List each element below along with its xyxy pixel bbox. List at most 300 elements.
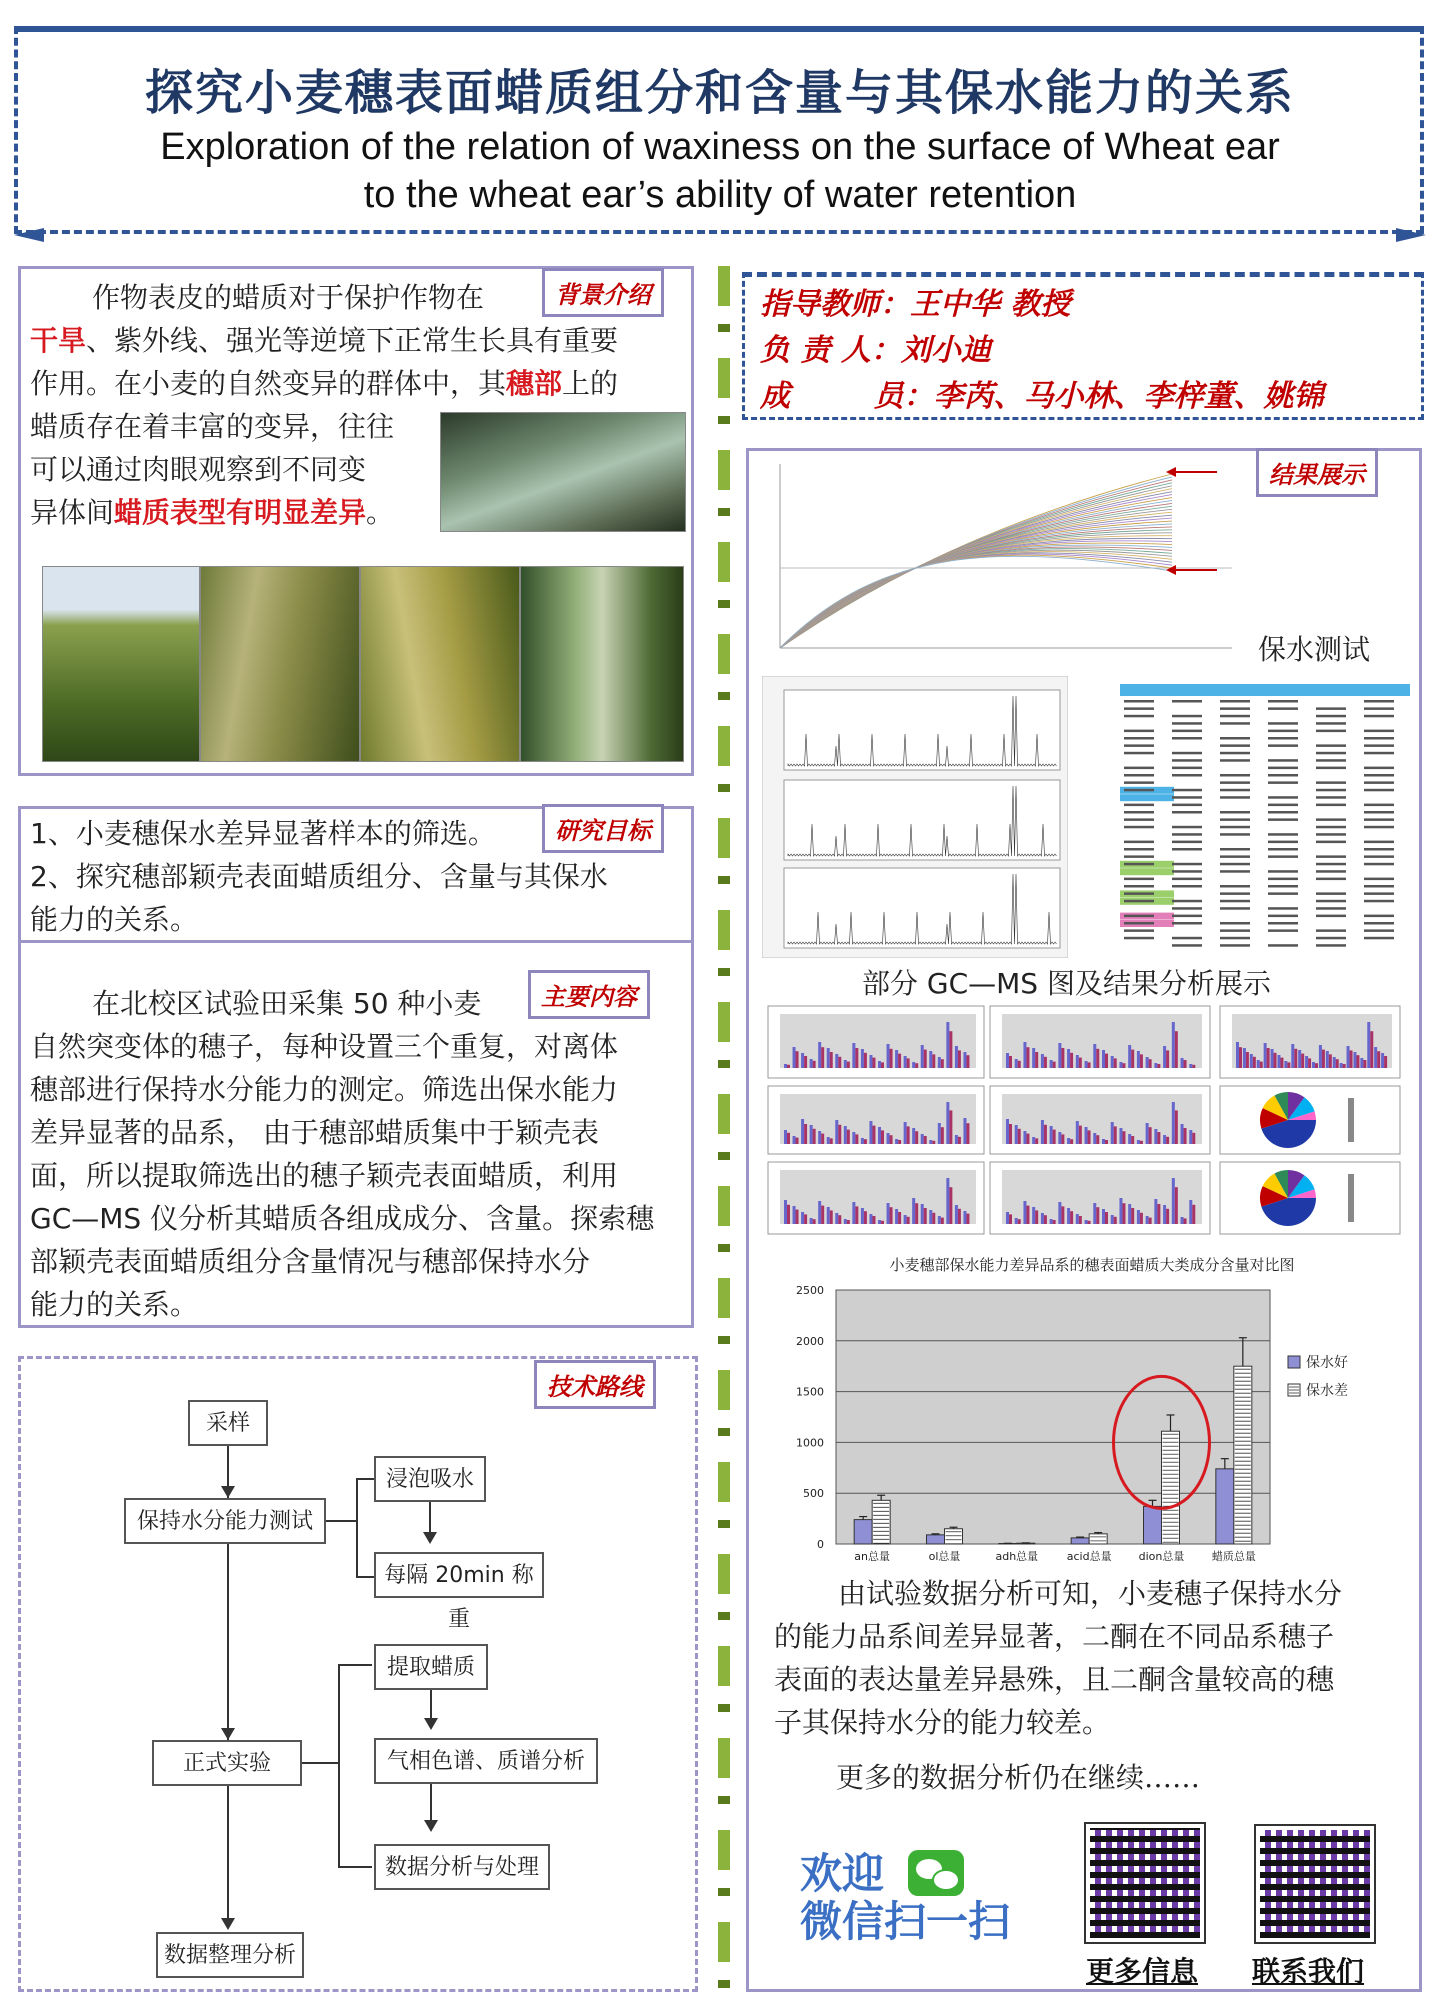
mini-bar: [1146, 1057, 1149, 1068]
table-cell-value: [1220, 774, 1250, 777]
table-cell-value: [1364, 892, 1394, 895]
table-cell-value: [1124, 922, 1154, 925]
flow-gcms: 气相色谱、质谱分析: [374, 1738, 598, 1784]
mini-bar: [1096, 1049, 1099, 1068]
flow-arrow-2: [221, 1728, 235, 1740]
table-cell-value: [1172, 774, 1202, 777]
mini-bar: [813, 1061, 816, 1068]
mini-bar: [1192, 1133, 1195, 1144]
flow-soak-line: [429, 1502, 431, 1536]
mini-bar: [1131, 1136, 1134, 1144]
mini-bar: [869, 1121, 872, 1144]
mini-bar: [821, 1206, 824, 1224]
mini-bar: [818, 1042, 821, 1068]
mini-bar: [946, 1178, 949, 1224]
mini-bar: [1356, 1055, 1359, 1068]
mini-bar: [1105, 1054, 1108, 1068]
mini-bar: [1140, 1054, 1143, 1068]
table-cell-value: [1124, 929, 1154, 932]
mini-bar: [1015, 1125, 1018, 1144]
mini-bar: [966, 1055, 969, 1068]
background-tag: 背景介绍: [542, 268, 664, 317]
mini-bar: [1149, 1218, 1152, 1224]
mini-bar: [830, 1138, 833, 1144]
mini-bar: [887, 1044, 890, 1068]
table-cell-value: [1220, 737, 1250, 740]
mini-bar: [1149, 1059, 1152, 1068]
table-cell-value: [1268, 774, 1298, 777]
mini-bar: [810, 1218, 813, 1224]
mini-bar: [1131, 1050, 1134, 1068]
table-cell-value: [1220, 818, 1250, 821]
gcms-chromatograms: [762, 676, 1068, 958]
mini-bar: [784, 1064, 787, 1068]
mini-bar: [1236, 1042, 1239, 1068]
mini-bar: [890, 1135, 893, 1144]
mini-bar: [1128, 1134, 1131, 1144]
mini-bar: [907, 1217, 910, 1224]
wheat-field-photo-3: [360, 566, 520, 762]
table-cell-value: [1268, 811, 1298, 814]
mini-bar: [898, 1212, 901, 1224]
mini-bar: [1163, 1135, 1166, 1144]
table-cell-value: [1364, 885, 1394, 888]
mini-bar: [907, 1126, 910, 1144]
table-bg: [1120, 676, 1410, 952]
mini-bar: [1322, 1050, 1325, 1068]
mini-bar: [1274, 1053, 1277, 1068]
mini-bar: [1122, 1203, 1125, 1224]
table-cell-value: [1316, 900, 1346, 903]
table-cell-value: [1364, 855, 1394, 858]
mini-bar: [1172, 1178, 1175, 1224]
mini-bar: [1061, 1206, 1064, 1224]
mini-bar: [881, 1062, 884, 1068]
mini-bar: [813, 1219, 816, 1224]
mini-bar: [907, 1058, 910, 1068]
x-tick-label: acid总量: [1066, 1550, 1112, 1563]
bar-good: [854, 1520, 872, 1544]
table-cell-value: [1268, 707, 1298, 710]
table-cell-value: [1316, 937, 1346, 940]
mini-bar: [1305, 1056, 1308, 1068]
mini-bar: [924, 1208, 927, 1224]
table-cell-value: [1172, 715, 1202, 718]
mini-bar: [1374, 1047, 1377, 1068]
mini-bar: [861, 1049, 864, 1068]
mini-bar: [1009, 1124, 1012, 1144]
mini-bar: [1070, 1211, 1073, 1224]
mini-bar: [938, 1123, 941, 1144]
table-cell-value: [1124, 892, 1154, 895]
table-cell-value: [1220, 781, 1250, 784]
qr-code-more-info[interactable]: [1086, 1824, 1204, 1942]
table-cell-value: [1124, 707, 1154, 710]
table-cell-value: [1124, 804, 1154, 807]
mini-bar: [921, 1134, 924, 1144]
table-cell-value: [1124, 878, 1154, 881]
table-cell-value: [1316, 841, 1346, 844]
mini-bar: [1291, 1044, 1294, 1068]
mini-bar: [835, 1213, 838, 1224]
table-cell-value: [1268, 848, 1298, 851]
table-cell-value: [1124, 841, 1154, 844]
table-cell-value: [1268, 892, 1298, 895]
content-line-5: 面，所以提取筛选出的穗子颖壳表面蜡质，利用: [30, 1159, 619, 1192]
table-cell-value: [1220, 707, 1250, 710]
mini-bar: [1287, 1062, 1290, 1068]
mini-bar: [1111, 1056, 1114, 1068]
table-cell-value: [1316, 730, 1346, 733]
mini-bar: [1166, 1050, 1169, 1068]
mini-bar: [932, 1213, 935, 1224]
mini-bar: [827, 1137, 830, 1144]
table-cell-value: [1316, 759, 1346, 762]
mini-bar: [1050, 1060, 1053, 1068]
table-cell-value: [1220, 744, 1250, 747]
qr-label-contact[interactable]: 联系我们: [1252, 1955, 1365, 1988]
flow-arrow-3: [221, 1918, 235, 1930]
mini-bar: [804, 1214, 807, 1224]
table-cell-value: [1316, 744, 1346, 747]
mini-bar: [1076, 1055, 1079, 1068]
flow-sampling: 采样: [188, 1400, 268, 1446]
table-cell-value: [1364, 752, 1394, 755]
table-cell-value: [1268, 878, 1298, 881]
table-cell-value: [1316, 796, 1346, 799]
mini-bar: [847, 1130, 850, 1144]
mini-bar: [1146, 1123, 1149, 1144]
table-cell-value: [1172, 848, 1202, 851]
mini-bar: [1114, 1126, 1117, 1144]
mini-bar: [1079, 1058, 1082, 1068]
table-cell-value: [1172, 789, 1202, 792]
mini-bar: [912, 1128, 915, 1144]
mini-bar: [929, 1051, 932, 1068]
mini-bar: [821, 1134, 824, 1144]
table-cell-value: [1172, 700, 1202, 703]
route-tag: 技术路线: [534, 1360, 656, 1409]
mini-bar: [1044, 1057, 1047, 1068]
y-tick-label: 2000: [796, 1334, 824, 1348]
mini-bar: [898, 1140, 901, 1144]
table-cell-value: [1364, 937, 1394, 940]
content-line-2: 自然突变体的穗子，每种设置三个重复，对离体: [30, 1030, 619, 1063]
table-cell-value: [1124, 855, 1154, 858]
mini-bar: [966, 1123, 969, 1144]
mini-bar: [1277, 1055, 1280, 1068]
conclusion-line-4: 子其保持水分的能力较差。: [774, 1706, 1111, 1739]
mini-bar: [1032, 1048, 1035, 1068]
objective-item-2b: 能力的关系。: [30, 903, 199, 936]
table-cell-value: [1316, 826, 1346, 829]
table-cell-value: [1172, 826, 1202, 829]
mini-bar: [1119, 1062, 1122, 1068]
content-line-6: GC—MS 仪分析其蜡质各组成成分、含量。探索穗: [30, 1202, 655, 1235]
mini-bar: [784, 1130, 787, 1144]
mini-bar: [1189, 1130, 1192, 1144]
flow-extract: 提取蜡质: [374, 1644, 488, 1690]
mini-bar: [1250, 1054, 1253, 1068]
flow-bracket-1-bot: [356, 1576, 374, 1578]
mini-bar: [847, 1220, 850, 1224]
mini-bar: [861, 1208, 864, 1224]
mini-bar: [1253, 1057, 1256, 1068]
gcms-traces: [784, 690, 1060, 948]
wheat-field-photo-2: [200, 566, 360, 762]
mini-bar: [787, 1133, 790, 1144]
mini-bar: [1353, 1052, 1356, 1068]
mini-bar: [1035, 1138, 1038, 1144]
mini-bar: [1076, 1121, 1079, 1144]
table-cell-value: [1316, 715, 1346, 718]
mini-bar: [796, 1138, 799, 1144]
table-cell-value: [1172, 767, 1202, 770]
mini-bar: [1079, 1126, 1082, 1144]
mini-bar: [946, 1102, 949, 1144]
mini-bar: [966, 1214, 969, 1224]
mini-bar: [1384, 1056, 1387, 1068]
mini-bar: [1175, 1187, 1178, 1224]
table-cell-value: [1172, 811, 1202, 814]
mini-bar: [1271, 1049, 1274, 1068]
table-cell-value: [1172, 730, 1202, 733]
conclusion-line-3: 表面的表达量差异悬殊，且二酮含量较高的穗: [774, 1663, 1335, 1696]
table-cell-value: [1124, 937, 1154, 940]
table-cell-value: [1268, 744, 1298, 747]
table-cell-value: [1220, 900, 1250, 903]
table-cell-value: [1124, 826, 1154, 829]
mini-bar: [1243, 1048, 1246, 1068]
table-cell-value: [1220, 929, 1250, 932]
qr-label-more-info[interactable]: 更多信息: [1086, 1955, 1199, 1988]
mini-bar: [1189, 1064, 1192, 1068]
mini-bar: [958, 1050, 961, 1068]
bg-line2: [30, 319, 690, 362]
chromatogram-frame: [784, 868, 1060, 948]
mini-bar: [1172, 1022, 1175, 1068]
mini-bar: [1181, 1058, 1184, 1068]
mini-bar: [963, 1118, 966, 1144]
table-cell-value: [1364, 841, 1394, 844]
mini-bar: [1006, 1212, 1009, 1224]
mini-bar: [1015, 1059, 1018, 1068]
mini-bar: [827, 1048, 830, 1068]
welcome-text: [800, 1850, 1010, 1946]
mini-bar: [1018, 1129, 1021, 1144]
mini-bar: [1088, 1130, 1091, 1144]
table-cell-value: [1172, 863, 1202, 866]
mini-bar: [1105, 1140, 1108, 1144]
mini-bar: [904, 1215, 907, 1224]
mini-bar: [835, 1120, 838, 1144]
mini-bar: [878, 1061, 881, 1068]
mini-bar: [1079, 1216, 1082, 1224]
table-cell-value: [1172, 944, 1202, 947]
mini-bar: [949, 1187, 952, 1224]
mini-bar: [1023, 1201, 1026, 1224]
mini-bar: [864, 1211, 867, 1224]
mini-bar: [1032, 1137, 1035, 1144]
mini-bar: [1093, 1203, 1096, 1224]
mini-bar: [1175, 1031, 1178, 1068]
bg-line1: 作物表皮的蜡质对于保护作物在: [92, 281, 485, 314]
x-tick-label: adh总量: [995, 1550, 1039, 1563]
mini-bar: [924, 1136, 927, 1144]
mini-bar: [1093, 1133, 1096, 1144]
mini-bar: [1058, 1043, 1061, 1068]
table-cell-value: [1124, 752, 1154, 755]
mini-bar: [1184, 1128, 1187, 1144]
mini-bar: [1157, 1132, 1160, 1144]
mini-bar: [1137, 1140, 1140, 1144]
mini-bar: [1023, 1042, 1026, 1068]
y-tick-label: 0: [817, 1538, 824, 1551]
mini-bar: [1067, 1049, 1070, 1068]
table-cell-value: [1316, 767, 1346, 770]
table-cell-value: [1220, 885, 1250, 888]
mini-bar: [804, 1056, 807, 1068]
mini-bar: [1257, 1060, 1260, 1068]
mini-bar: [844, 1126, 847, 1144]
table-cell-value: [1124, 737, 1154, 740]
table-cell-value: [1268, 796, 1298, 799]
wheat-field-photo-4: [520, 566, 684, 762]
table-cell-value: [1316, 915, 1346, 918]
bar-poor: [1162, 1431, 1180, 1544]
mini-bar: [958, 1137, 961, 1144]
mini-bar: [1137, 1210, 1140, 1224]
table-cell-value: [1316, 878, 1346, 881]
mini-bar: [787, 1205, 790, 1224]
mini-bar: [938, 1216, 941, 1224]
leader-label: 负 责 人：: [760, 333, 901, 368]
mini-bar: [1140, 1213, 1143, 1224]
route-section: [18, 1356, 698, 1992]
table-cell-value: [1268, 885, 1298, 888]
table-header-row: [1120, 684, 1410, 696]
table-cell-value: [1220, 892, 1250, 895]
mini-bar: [1102, 1209, 1105, 1224]
table-cell-value: [1364, 811, 1394, 814]
chromatogram-frame: [784, 690, 1060, 770]
mini-bar: [838, 1057, 841, 1068]
table-cell-value: [1220, 848, 1250, 851]
mini-bar: [838, 1215, 841, 1224]
mini-bar: [1096, 1135, 1099, 1144]
mini-bar: [1192, 1065, 1195, 1068]
mini-bar: [1058, 1132, 1061, 1144]
mini-bar: [958, 1209, 961, 1224]
table-cell-value: [1316, 707, 1346, 710]
mini-bar: [1294, 1049, 1297, 1068]
mini-bar: [1329, 1054, 1332, 1068]
table-cell-value: [1364, 707, 1394, 710]
legend-swatch: [1288, 1356, 1300, 1368]
mini-bar: [895, 1139, 898, 1144]
mini-bar: [890, 1207, 893, 1224]
mini-bar: [941, 1059, 944, 1068]
content-line-4: 差异显著的品系， 由于穗部蜡质集中于颖壳表: [30, 1116, 599, 1149]
table-cell-value: [1364, 789, 1394, 792]
bar-poor: [872, 1500, 890, 1544]
mini-bar: [855, 1134, 858, 1144]
table-cell-value: [1364, 715, 1394, 718]
mini-bar: [915, 1131, 918, 1144]
mini-bar: [813, 1129, 816, 1144]
mini-bar: [1128, 1045, 1131, 1068]
flow-bracket-1-v: [356, 1478, 358, 1576]
bg-red-ear: 穗部: [506, 367, 563, 400]
table-cell-value: [1268, 767, 1298, 770]
mini-bar: [946, 1022, 949, 1068]
mini-bar: [1006, 1119, 1009, 1144]
team-leader: [760, 328, 1420, 374]
leader-name: 刘小迪: [900, 333, 991, 368]
mini-bar: [1246, 1052, 1249, 1068]
mini-bar: [1032, 1207, 1035, 1224]
mini-bar: [787, 1065, 790, 1068]
mini-bar: [1085, 1220, 1088, 1224]
mini-bar: [861, 1138, 864, 1144]
mini-bar: [881, 1221, 884, 1224]
table-cell-value: [1268, 855, 1298, 858]
gcms-caption: 部分 GC—MS 图及结果分析展示: [862, 967, 1271, 1000]
wax-content-bar-chart: [772, 1250, 1412, 1580]
mini-bar: [887, 1203, 890, 1224]
table-cell-value: [1124, 715, 1154, 718]
table-cell-value: [1364, 929, 1394, 932]
mini-bar: [796, 1210, 799, 1224]
x-tick-label: an总量: [854, 1550, 891, 1563]
table-cell-value: [1124, 730, 1154, 733]
table-cell-value: [1268, 781, 1298, 784]
mini-bar: [955, 1046, 958, 1068]
table-cell-highlight: [1120, 794, 1174, 801]
mini-bar: [1026, 1134, 1029, 1144]
mini-bar: [852, 1132, 855, 1144]
objective-item-1: 1、小麦穗保水差异显著样本的筛选。: [30, 817, 496, 850]
table-cell-value: [1364, 767, 1394, 770]
mini-bar: [1114, 1217, 1117, 1224]
mini-bar: [1044, 1215, 1047, 1224]
table-cell-value: [1220, 789, 1250, 792]
mini-bar: [1093, 1044, 1096, 1068]
mini-bar: [1312, 1062, 1315, 1068]
mini-bar: [835, 1054, 838, 1068]
table-cell-value: [1268, 700, 1298, 703]
table-cell-value: [1220, 863, 1250, 866]
mini-bar: [1067, 1208, 1070, 1224]
flow-water-test: 保持水分能力测试: [124, 1498, 326, 1544]
table-cell-value: [1268, 944, 1298, 947]
table-cell-value: [1316, 892, 1346, 895]
objective-item-2a: 2、探究穗部颖壳表面蜡质组分、含量与其保水: [30, 860, 608, 893]
mini-bar: [1061, 1048, 1064, 1068]
bar-good: [1216, 1469, 1234, 1544]
bg-line4: 蜡质存在着丰富的变异，往往: [30, 410, 395, 443]
table-cell-value: [1220, 715, 1250, 718]
mini-bar: [847, 1062, 850, 1068]
table-cell-value: [1364, 818, 1394, 821]
header-arrow-right: [1396, 228, 1426, 242]
table-cell-value: [1124, 700, 1154, 703]
qr-code-contact[interactable]: [1256, 1826, 1374, 1942]
mini-bar: [963, 1052, 966, 1068]
table-cell-value: [1124, 863, 1154, 866]
mini-bar: [1053, 1062, 1056, 1068]
mini-bar: [1061, 1134, 1064, 1144]
